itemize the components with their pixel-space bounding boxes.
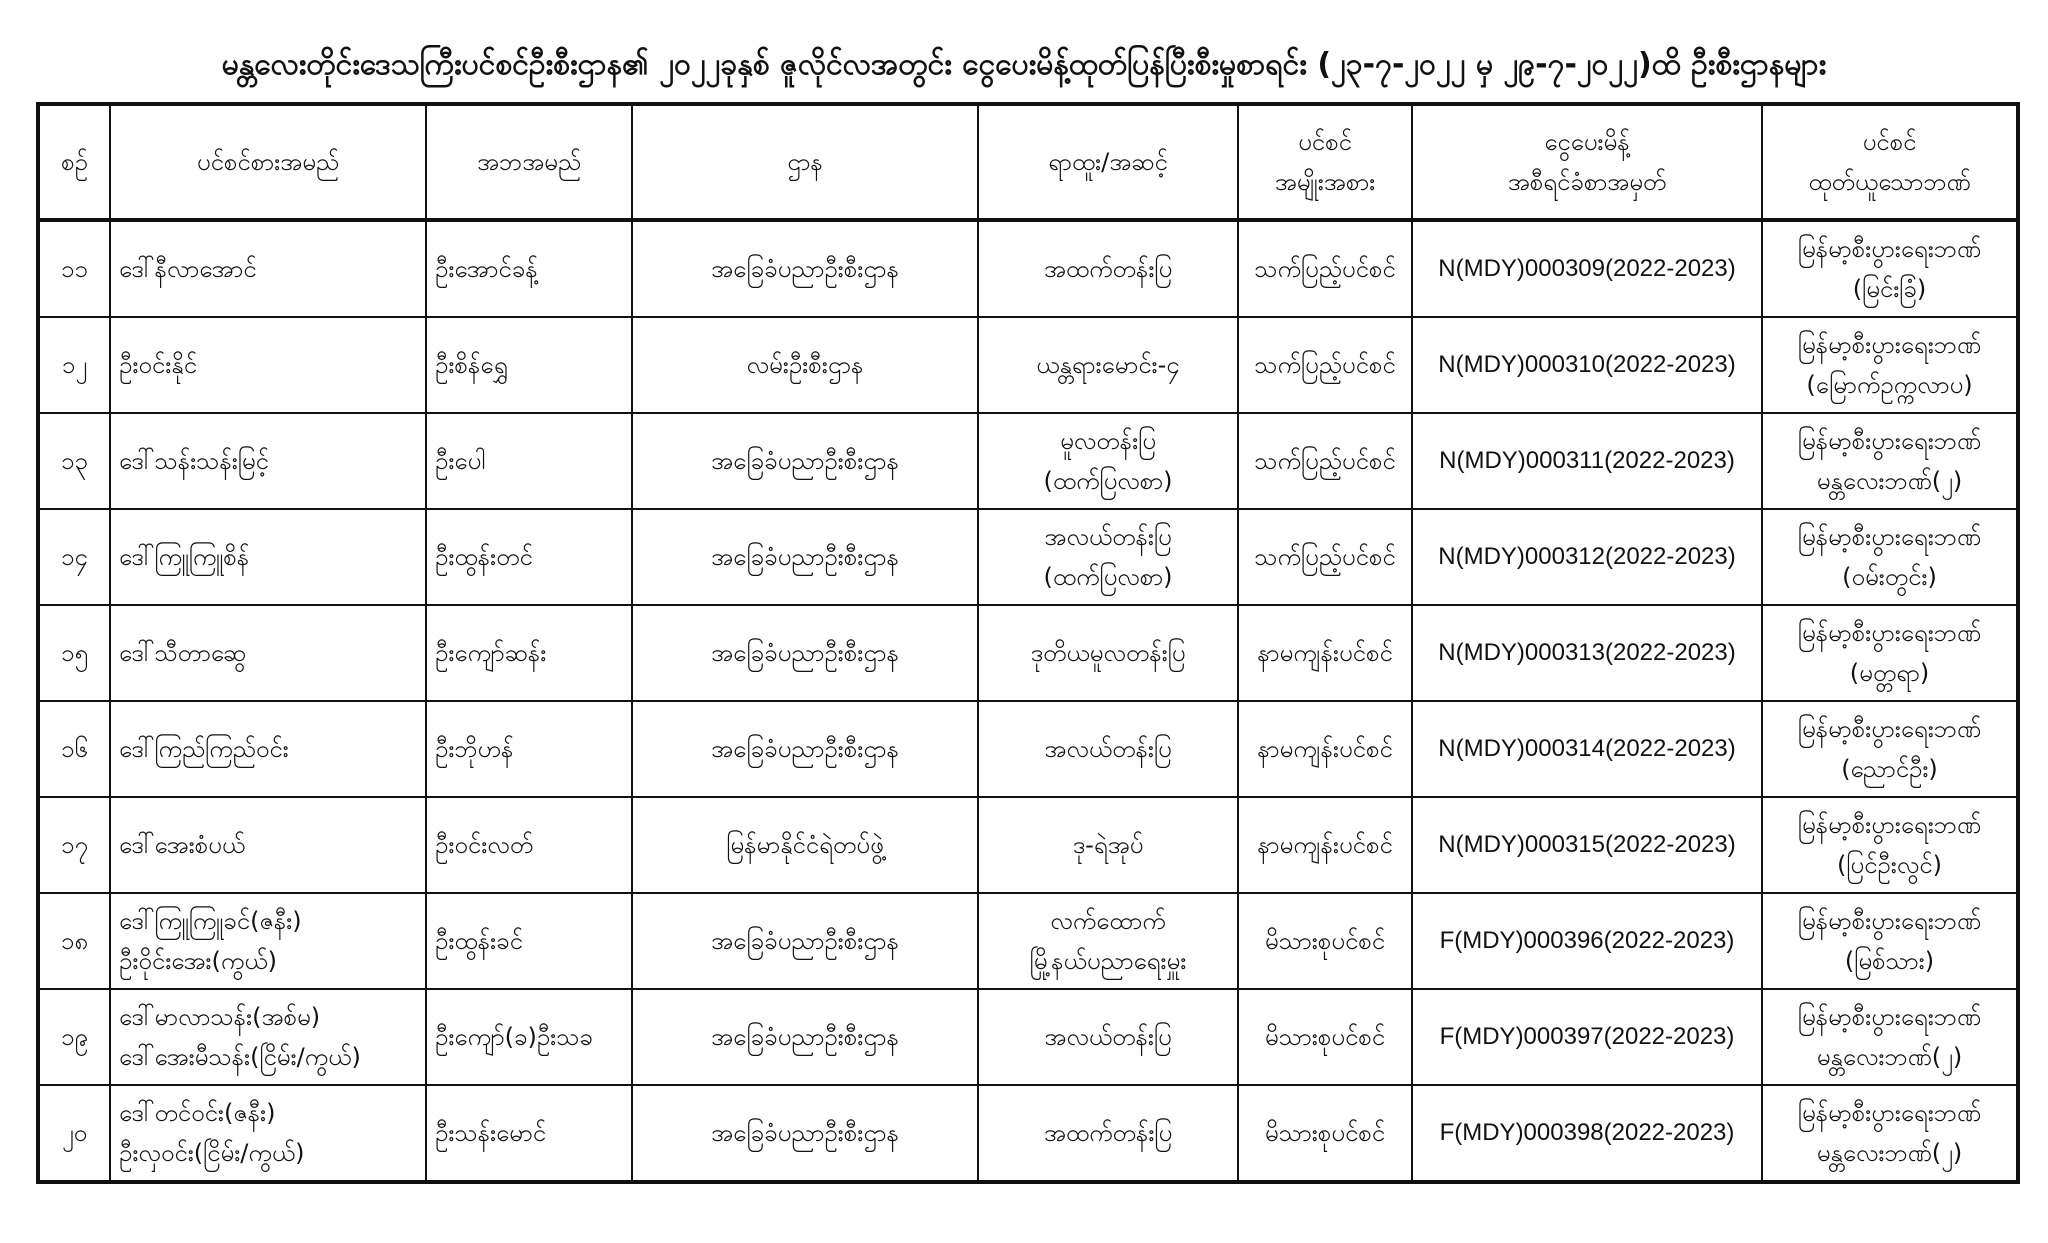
row-order-cell: N(MDY)000309(2022-2023) bbox=[1412, 220, 1762, 317]
header-order-line1: ငွေပေးမိန့် bbox=[1544, 128, 1630, 156]
row-dept-cell: အခြေခံပညာဦးစီးဌာန bbox=[632, 605, 978, 701]
header-name: ပင်စင်စားအမည် bbox=[110, 104, 426, 220]
row-type-cell: မိသားစုပင်စင် bbox=[1238, 1085, 1412, 1182]
row-rank-line: အလယ်တန်းပြ bbox=[1044, 523, 1172, 551]
row-rank-cell bbox=[978, 413, 1238, 509]
row-dept-cell: လမ်းဦးစီးဌာန bbox=[632, 317, 978, 413]
row-bank-line: (မြစ်သား) bbox=[1844, 947, 1935, 975]
row-bank-cell bbox=[1762, 317, 2018, 413]
row-father-cell: ဦးဘိုဟန် bbox=[426, 701, 632, 797]
row-no-cell: ၁၈ bbox=[38, 893, 110, 989]
row-bank-line: မြန်မာ့စီးပွားရေးဘဏ် bbox=[1797, 331, 1982, 359]
row-name-cell bbox=[110, 605, 426, 701]
row-name-line: ဒေါ်အေးမီသန်း(ငြိမ်း/ကွယ်) bbox=[119, 1043, 361, 1071]
header-bank-line1: ပင်စင် bbox=[1862, 128, 1917, 156]
row-bank-cell bbox=[1762, 1085, 2018, 1182]
row-order-cell: N(MDY)000311(2022-2023) bbox=[1412, 413, 1762, 509]
row-father-cell: ဦးသန်းမောင် bbox=[426, 1085, 632, 1182]
row-father-cell: ဦးဝင်းလတ် bbox=[426, 797, 632, 893]
row-bank-line: (ဝမ်းတွင်း) bbox=[1842, 563, 1937, 591]
row-name-cell bbox=[110, 317, 426, 413]
row-order-cell: F(MDY)000397(2022-2023) bbox=[1412, 989, 1762, 1085]
table-row bbox=[38, 701, 2018, 797]
row-no-cell: ၁၅ bbox=[38, 605, 110, 701]
table-row bbox=[38, 317, 2018, 413]
row-bank-line: မြန်မာ့စီးပွားရေးဘဏ် bbox=[1797, 619, 1982, 647]
row-rank-line: ဒုတိယမူလတန်းပြ bbox=[1030, 639, 1186, 667]
row-rank-line: အထက်တန်းပြ bbox=[1043, 1119, 1173, 1147]
row-father-cell: ဦးထွန်းတင် bbox=[426, 509, 632, 605]
row-dept-cell: အခြေခံပညာဦးစီးဌာန bbox=[632, 701, 978, 797]
row-rank-cell bbox=[978, 220, 1238, 317]
row-no-cell: ၁၆ bbox=[38, 701, 110, 797]
row-no-cell: ၂၀ bbox=[38, 1085, 110, 1182]
row-bank-line: မြန်မာ့စီးပွားရေးဘဏ် bbox=[1797, 1099, 1982, 1127]
row-father-cell: ဦးအောင်ခန့် bbox=[426, 220, 632, 317]
row-rank-line: (ထက်ပြလစာ) bbox=[1043, 467, 1173, 495]
row-name-line: ဒေါ်နီလာအောင် bbox=[119, 255, 257, 283]
table-row bbox=[38, 797, 2018, 893]
row-bank-cell bbox=[1762, 413, 2018, 509]
row-order-cell: N(MDY)000312(2022-2023) bbox=[1412, 509, 1762, 605]
row-order-cell: N(MDY)000314(2022-2023) bbox=[1412, 701, 1762, 797]
row-no-cell: ၁၉ bbox=[38, 989, 110, 1085]
row-name-line: ဒေါ်ကြည်ကြည်ဝင်း bbox=[119, 735, 289, 763]
row-name-cell bbox=[110, 989, 426, 1085]
row-type-cell: မိသားစုပင်စင် bbox=[1238, 989, 1412, 1085]
row-rank-line: မူလတန်းပြ bbox=[1060, 427, 1156, 455]
row-bank-line: (ပြင်ဦးလွင်) bbox=[1837, 851, 1942, 879]
row-order-cell: F(MDY)000396(2022-2023) bbox=[1412, 893, 1762, 989]
header-type bbox=[1238, 104, 1412, 220]
table-row bbox=[38, 1085, 2018, 1182]
row-dept-cell: အခြေခံပညာဦးစီးဌာန bbox=[632, 1085, 978, 1182]
row-bank-line: မန္တလေးဘဏ်(၂) bbox=[1816, 467, 1963, 495]
row-dept-cell: အခြေခံပညာဦးစီးဌာန bbox=[632, 220, 978, 317]
header-order bbox=[1412, 104, 1762, 220]
row-rank-line: အလယ်တန်းပြ bbox=[1044, 735, 1172, 763]
row-name-cell bbox=[110, 509, 426, 605]
row-type-cell: နာမကျန်းပင်စင် bbox=[1238, 605, 1412, 701]
row-type-cell: သက်ပြည့်ပင်စင် bbox=[1238, 317, 1412, 413]
row-rank-line: အလယ်တန်းပြ bbox=[1044, 1023, 1172, 1051]
row-name-cell bbox=[110, 220, 426, 317]
row-bank-line: မန္တလေးဘဏ်(၂) bbox=[1816, 1139, 1963, 1167]
header-bank-line2: ထုတ်ယူသောဘဏ် bbox=[1808, 168, 1971, 196]
header-order-line2: အစီရင်ခံစာအမှတ် bbox=[1507, 168, 1667, 196]
row-bank-cell bbox=[1762, 220, 2018, 317]
row-dept-cell: အခြေခံပညာဦးစီးဌာန bbox=[632, 509, 978, 605]
row-name-cell bbox=[110, 893, 426, 989]
row-type-cell: နာမကျန်းပင်စင် bbox=[1238, 797, 1412, 893]
row-bank-cell bbox=[1762, 605, 2018, 701]
header-father: အဘအမည် bbox=[426, 104, 632, 220]
header-rank: ရာထူး/အဆင့် bbox=[978, 104, 1238, 220]
row-name-line: ဒေါ်သီတာဆွေ bbox=[119, 639, 247, 667]
header-bank bbox=[1762, 104, 2018, 220]
row-no-cell: ၁၃ bbox=[38, 413, 110, 509]
row-bank-line: မြန်မာ့စီးပွားရေးဘဏ် bbox=[1797, 235, 1982, 263]
row-order-cell: F(MDY)000398(2022-2023) bbox=[1412, 1085, 1762, 1182]
row-no-cell: ၁၄ bbox=[38, 509, 110, 605]
row-bank-line: (မြောက်ဥက္ကလာပ) bbox=[1806, 371, 1973, 399]
row-no-cell: ၁၁ bbox=[38, 220, 110, 317]
row-bank-line: (မြင်းခြံ) bbox=[1852, 275, 1927, 303]
row-father-cell: ဦးပေါ bbox=[426, 413, 632, 509]
row-name-line: ဒေါ်အေးစံပယ် bbox=[119, 831, 246, 859]
row-rank-cell bbox=[978, 317, 1238, 413]
header-type-line1: ပင်စင် bbox=[1298, 128, 1352, 156]
row-bank-line: (ညောင်ဦး) bbox=[1841, 755, 1938, 783]
row-no-cell: ၁၂ bbox=[38, 317, 110, 413]
row-type-cell: သက်ပြည့်ပင်စင် bbox=[1238, 220, 1412, 317]
row-name-line: ဦးဝိုင်းအေး(ကွယ်) bbox=[119, 947, 278, 975]
row-bank-line: မြန်မာ့စီးပွားရေးဘဏ် bbox=[1797, 907, 1982, 935]
row-bank-cell bbox=[1762, 509, 2018, 605]
row-name-line: ဒေါ်ကြူကြူစိန် bbox=[119, 543, 250, 571]
row-bank-line: မြန်မာ့စီးပွားရေးဘဏ် bbox=[1797, 715, 1982, 743]
row-name-cell bbox=[110, 413, 426, 509]
row-name-cell bbox=[110, 797, 426, 893]
row-name-line: ဒေါ်သန်းသန်းမြင့် bbox=[119, 447, 269, 475]
row-father-cell: ဦးကျော်ဆန်း bbox=[426, 605, 632, 701]
row-type-cell: သက်ပြည့်ပင်စင် bbox=[1238, 413, 1412, 509]
row-name-cell bbox=[110, 701, 426, 797]
row-bank-cell bbox=[1762, 989, 2018, 1085]
row-bank-line: မြန်မာ့စီးပွားရေးဘဏ် bbox=[1797, 811, 1982, 839]
header-row bbox=[38, 104, 2018, 220]
row-rank-line: ဒု-ရဲအုပ် bbox=[1072, 831, 1144, 859]
row-bank-cell bbox=[1762, 893, 2018, 989]
row-order-cell: N(MDY)000310(2022-2023) bbox=[1412, 317, 1762, 413]
table-row bbox=[38, 220, 2018, 317]
row-rank-cell bbox=[978, 509, 1238, 605]
row-rank-line: လက်ထောက် bbox=[1050, 907, 1166, 935]
table-row bbox=[38, 413, 2018, 509]
row-bank-cell bbox=[1762, 797, 2018, 893]
row-father-cell: ဦးကျော်(ခ)ဦးသခ bbox=[426, 989, 632, 1085]
row-rank-cell bbox=[978, 797, 1238, 893]
row-rank-line: ယန္တရားမောင်း-၄ bbox=[1036, 351, 1180, 379]
row-type-cell: နာမကျန်းပင်စင် bbox=[1238, 701, 1412, 797]
table-row bbox=[38, 989, 2018, 1085]
row-name-line: ဒေါ်မာလာသန်း(အစ်မ) bbox=[119, 1003, 321, 1031]
row-type-cell: သက်ပြည့်ပင်စင် bbox=[1238, 509, 1412, 605]
row-dept-cell: အခြေခံပညာဦးစီးဌာန bbox=[632, 413, 978, 509]
row-name-line: ဒေါ်တင်ဝင်း(ဇနီး) bbox=[119, 1099, 276, 1127]
table-row bbox=[38, 893, 2018, 989]
row-order-cell: N(MDY)000315(2022-2023) bbox=[1412, 797, 1762, 893]
row-rank-line: မြို့နယ်ပညာရေးမှူး bbox=[1029, 947, 1187, 975]
row-name-cell bbox=[110, 1085, 426, 1182]
row-name-line: ဒေါ်ကြူကြူခင်(ဇနီး) bbox=[119, 907, 302, 935]
table-row bbox=[38, 509, 2018, 605]
row-bank-line: မြန်မာ့စီးပွားရေးဘဏ် bbox=[1797, 427, 1982, 455]
row-father-cell: ဦးစိန်ရွှေ bbox=[426, 317, 632, 413]
row-bank-line: မြန်မာ့စီးပွားရေးဘဏ် bbox=[1797, 1003, 1982, 1031]
table-row bbox=[38, 605, 2018, 701]
row-type-cell: မိသားစုပင်စင် bbox=[1238, 893, 1412, 989]
row-bank-line: မြန်မာ့စီးပွားရေးဘဏ် bbox=[1797, 523, 1982, 551]
row-rank-line: (ထက်ပြလစာ) bbox=[1043, 563, 1173, 591]
document-title: မန္တလေးတိုင်းဒေသကြီးပင်စင်ဦးစီးဌာန၏ ၂၀၂၂ခုနှစ် ဇူလိုင်လအတွင်း ငွေပေးမိန့်ထုတ်ပြန်ပြီးစီးမှုစာရင်း (၂၃-၇-၂၀၂၂ မှ ၂၉-၇-၂၀၂၂)ထိ ဦးစီးဌာနများ bbox=[221, 47, 1827, 82]
row-rank-cell bbox=[978, 893, 1238, 989]
row-name-line: ဦးဝင်းနိုင် bbox=[119, 351, 197, 379]
row-rank-cell bbox=[978, 701, 1238, 797]
row-bank-cell bbox=[1762, 701, 2018, 797]
row-dept-cell: အခြေခံပညာဦးစီးဌာန bbox=[632, 893, 978, 989]
row-bank-line: (မတ္တရာ) bbox=[1849, 659, 1930, 687]
row-rank-cell bbox=[978, 1085, 1238, 1182]
row-rank-cell bbox=[978, 989, 1238, 1085]
row-bank-line: မန္တလေးဘဏ်(၂) bbox=[1816, 1043, 1963, 1071]
header-dept: ဌာန bbox=[632, 104, 978, 220]
header-no: စဉ် bbox=[38, 104, 110, 220]
row-name-line: ဦးလှဝင်း(ငြိမ်း/ကွယ်) bbox=[119, 1139, 305, 1167]
row-rank-cell bbox=[978, 605, 1238, 701]
row-order-cell: N(MDY)000313(2022-2023) bbox=[1412, 605, 1762, 701]
pension-table bbox=[36, 102, 2020, 1184]
row-rank-line: အထက်တန်းပြ bbox=[1043, 255, 1173, 283]
row-father-cell: ဦးထွန်းခင် bbox=[426, 893, 632, 989]
row-no-cell: ၁၇ bbox=[38, 797, 110, 893]
header-type-line2: အမျိုးအစား bbox=[1274, 168, 1376, 196]
row-dept-cell: မြန်မာနိုင်ငံရဲတပ်ဖွဲ့ bbox=[632, 797, 978, 893]
row-dept-cell: အခြေခံပညာဦးစီးဌာန bbox=[632, 989, 978, 1085]
